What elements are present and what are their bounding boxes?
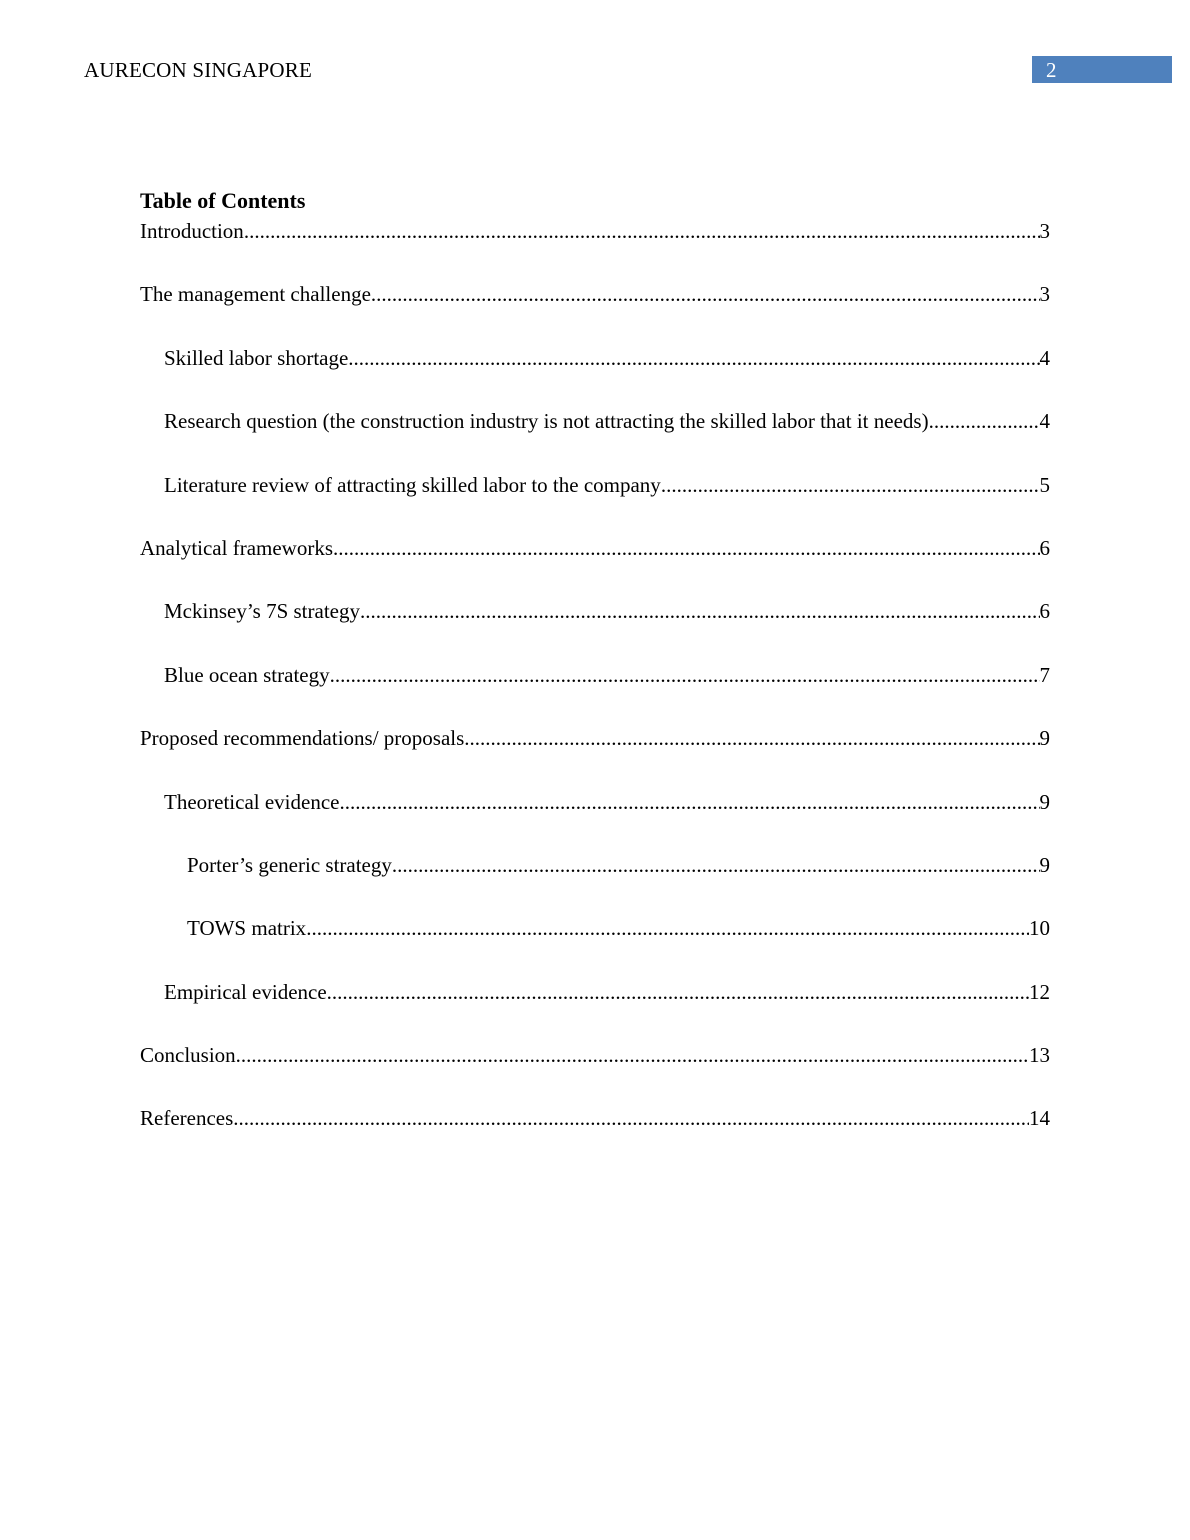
toc-entry-text: Empirical evidence	[164, 979, 327, 1004]
toc-dot-leader	[360, 596, 1040, 626]
toc-entry-research-question[interactable]	[140, 406, 1050, 469]
toc-dot-leader	[392, 850, 1040, 880]
toc-dot-leader	[348, 343, 1039, 373]
toc-entry-management-challenge[interactable]	[140, 279, 1050, 342]
toc-entry-page: 3	[1039, 282, 1050, 307]
toc-entry-mckinsey-7s[interactable]	[140, 596, 1050, 659]
toc-entry-page: 7	[1039, 662, 1050, 687]
toc-dot-leader	[233, 1103, 1029, 1133]
toc-entry-porters-generic-strategy[interactable]	[140, 850, 1050, 913]
toc-dot-leader	[327, 977, 1029, 1007]
toc-entry-text: Introduction	[140, 219, 244, 243]
toc-entry-text: Theoretical evidence	[164, 789, 340, 814]
toc-dot-leader	[236, 1040, 1029, 1070]
toc-title: Table of Contents	[140, 188, 306, 213]
toc-entry-page: 10	[1029, 916, 1050, 941]
toc-entry-references[interactable]	[140, 1103, 1050, 1166]
page-number: 2	[1046, 58, 1057, 82]
toc-entry-analytical-frameworks[interactable]	[140, 533, 1050, 596]
toc-entry-literature-review[interactable]	[140, 470, 1050, 533]
toc-entry-page: 12	[1029, 979, 1050, 1004]
toc-entry-text: References	[140, 1106, 234, 1131]
toc-entry-text: Literature review of attracting skilled labor to the company	[164, 472, 661, 497]
page-header	[84, 56, 1172, 84]
toc-dot-leader	[333, 533, 1039, 563]
toc-entry-page: 13	[1029, 1043, 1050, 1068]
toc-entry-page: 14	[1029, 1106, 1050, 1131]
toc-entry-text: Research question (the construction industry is not attracting the skilled labor that it needs)	[164, 409, 929, 434]
toc-entry-text: Mckinsey’s 7S strategy	[164, 599, 360, 624]
toc-dot-leader	[661, 470, 1040, 500]
running-head: AURECON SINGAPORE	[84, 58, 313, 82]
toc-entry-theoretical-evidence[interactable]	[140, 787, 1050, 850]
toc-list	[140, 216, 1050, 1167]
toc-dot-leader	[339, 787, 1039, 817]
toc-entry-text: Blue ocean strategy	[164, 662, 330, 687]
toc-entry-page: 9	[1039, 789, 1050, 814]
toc-dot-leader	[371, 279, 1040, 309]
table-of-contents	[140, 186, 1050, 1167]
toc-dot-leader	[464, 723, 1039, 753]
toc-entry-text: TOWS matrix	[187, 916, 307, 941]
toc-entry-text: Analytical frameworks	[140, 535, 334, 560]
toc-entry-page: 9	[1039, 726, 1050, 751]
toc-entry-text: Porter’s generic strategy	[187, 852, 392, 877]
page-number-box	[1032, 56, 1172, 83]
toc-entry-page: 4	[1039, 409, 1050, 434]
toc-entry-text: Skilled labor shortage	[164, 345, 349, 370]
toc-entry-empirical-evidence[interactable]	[140, 977, 1050, 1040]
toc-entry-blue-ocean-strategy[interactable]	[140, 660, 1050, 723]
toc-entry-conclusion[interactable]	[140, 1040, 1050, 1103]
toc-dot-leader	[244, 216, 1040, 246]
toc-dot-leader	[306, 913, 1029, 943]
toc-dot-leader	[330, 660, 1040, 690]
toc-entry-page: 3	[1039, 219, 1050, 243]
toc-entry-page: 9	[1039, 852, 1050, 877]
toc-dot-leader	[929, 406, 1040, 436]
toc-entry-page: 4	[1039, 345, 1050, 370]
toc-entry-skilled-labor-shortage[interactable]	[140, 343, 1050, 406]
toc-entry-proposed-recommendations[interactable]	[140, 723, 1050, 786]
toc-entry-tows-matrix[interactable]	[140, 913, 1050, 976]
toc-entry-introduction[interactable]	[140, 216, 1050, 279]
toc-entry-text: Conclusion	[140, 1043, 236, 1068]
toc-entry-page: 6	[1039, 599, 1050, 624]
toc-entry-page: 6	[1039, 535, 1050, 560]
toc-entry-text: The management challenge	[140, 282, 371, 307]
toc-entry-page: 5	[1039, 472, 1050, 497]
toc-entry-text: Proposed recommendations/ proposals	[140, 726, 465, 751]
